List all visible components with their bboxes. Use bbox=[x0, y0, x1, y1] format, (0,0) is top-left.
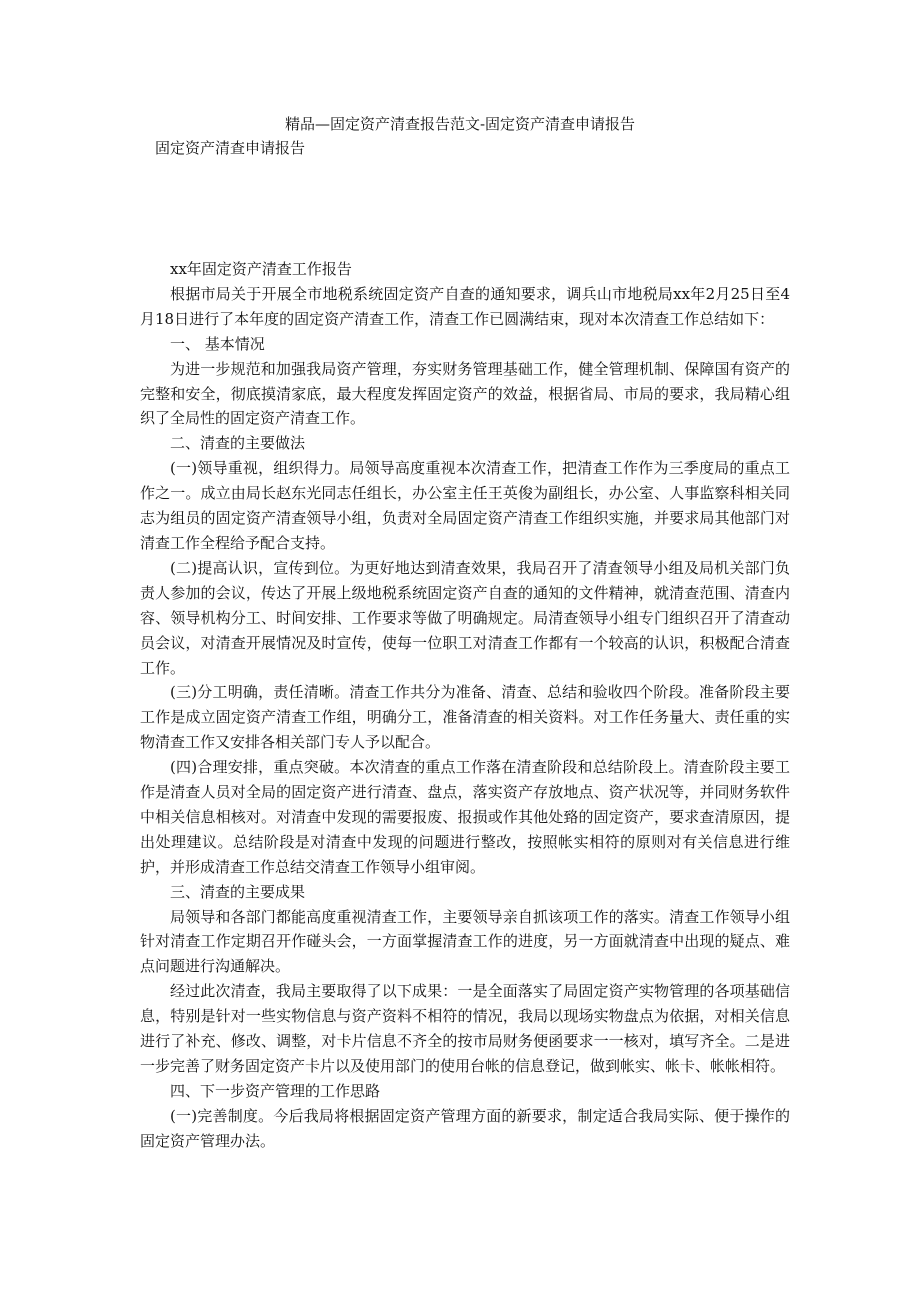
document-subtitle: 固定资产清查申请报告 bbox=[155, 139, 306, 157]
document-title: 精品—固定资产清查报告范文-固定资产清查申请报告 bbox=[284, 115, 636, 133]
section-heading-next-steps: 四、下一步资产管理的工作思路 bbox=[170, 1081, 381, 1100]
paragraph-method-1: (一)领导重视，组织得力。局领导高度重视本次清查工作，把清查工作作为三季度局的重点工作之一。成立由局长赵东光同志任组长，办公室主任王英俊为副组长，办公室、人事监察科相关同志为组员的固定资产清查领导小组，负责对全局固定资产清查工作组织实施，并要求局其他部门对清查工作全程给予配合支持。 bbox=[140, 459, 790, 552]
paragraph-method-2: (二)提高认识，宣传到位。为更好地达到清查效果，我局召开了清查领导小组及局机关部门负责人参加的会议，传达了开展上级地税系统固定资产自查的通知的文件精神，就清查范围、清查内容、领导机构分工、时间安排、工作要求等做了明确规定。局清查领导小组专门组织召开了清查动员会议，对清查开展情况及时宣传，使每一位职工对清查工作都有一个较高的认识，积极配合清查工作。 bbox=[140, 558, 790, 677]
paragraph-next-step-1: (一)完善制度。今后我局将根据固定资产管理方面的新要求，制定适合我局实际、便于操作的固定资产管理办法。 bbox=[140, 1106, 790, 1150]
paragraph-method-4: (四)合理安排，重点突破。本次清查的重点工作落在清查阶段和总结阶段上。清查阶段主要工作是清查人员对全局的固定资产进行清查、盘点，落实资产存放地点、资产状况等，并同财务软件中相关信息相核对。对清查中发现的需要报废、报损或作其他处臵的固定资产，要求查清原因，提出处理建议。总结阶段是对清查中发现的问题进行整改，按照帐实相符的原则对有关信息进行维护，并形成清查工作总结交清查工作领导小组审阅。 bbox=[140, 758, 790, 876]
section-heading-main-results: 三、清查的主要成果 bbox=[170, 882, 306, 901]
paragraph-basic-situation: 为进一步规范和加强我局资产管理，夯实财务管理基础工作，健全管理机制、保障国有资产的完整和安全，彻底摸清家底，最大程度发挥固定资产的效益，根据省局、市局的要求，我局精心组织了全局性的固定资产清查工作。 bbox=[140, 359, 790, 428]
section-heading-basic-situation: 一、 基本情况 bbox=[170, 334, 265, 353]
document-body bbox=[140, 257, 790, 1154]
report-title: xx年固定资产清查工作报告 bbox=[170, 260, 352, 278]
paragraph-intro: 根据市局关于开展全市地税系统固定资产自查的通知要求，调兵山市地税局xx年2月25日至4月18日进行了本年度的固定资产清查工作，清查工作已圆满结束，现对本次清查工作总结如下： bbox=[140, 284, 790, 328]
section-heading-main-methods: 二、清查的主要做法 bbox=[170, 434, 306, 453]
paragraph-results-2: 经过此次清查，我局主要取得了以下成果：一是全面落实了局固定资产实物管理的各项基础信息，特别是针对一些实物信息与资产资料不相符的情况，我局以现场实物盘点为依据，对相关信息进行了补充、修改、调整，对卡片信息不齐全的按市局财务便函要求一一核对，填写齐全。二是进一步完善了财务固定资产卡片以及使用部门的使用台帐的信息登记，做到帐实、帐卡、帐帐相符。 bbox=[140, 982, 790, 1075]
paragraph-method-3: (三)分工明确，责任清晰。清查工作共分为准备、清查、总结和验收四个阶段。准备阶段主要工作是成立固定资产清查工作组，明确分工，准备清查的相关资料。对工作任务量大、责任重的实物清查工作又安排各相关部门专人予以配合。 bbox=[140, 683, 790, 752]
paragraph-results-1: 局领导和各部门都能高度重视清查工作，主要领导亲自抓该项工作的落实。清查工作领导小组针对清查工作定期召开作碰头会，一方面掌握清查工作的进度，另一方面就清查中出现的疑点、难点问题进行沟通解决。 bbox=[140, 907, 790, 976]
